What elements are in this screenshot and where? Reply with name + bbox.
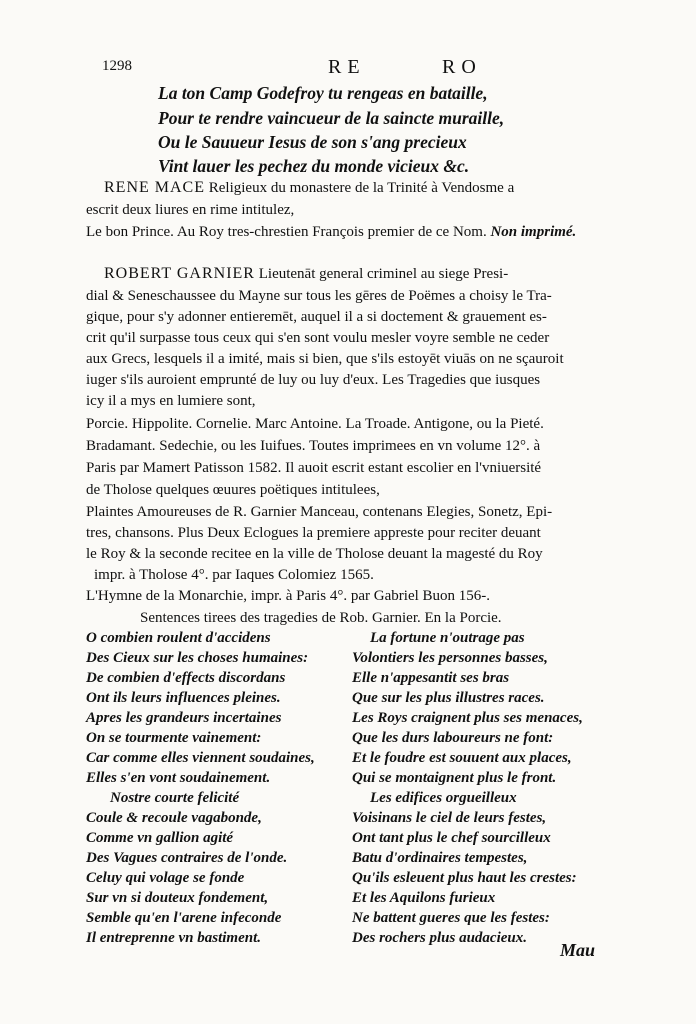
section-heading: Sentences tirees des tragedies de Rob. Garnier. En la Porcie. xyxy=(140,610,502,626)
verse-line: Celuy qui volage se fonde xyxy=(86,870,245,886)
entry-text: icy il a mys en lumiere sont, xyxy=(86,393,256,409)
verse-line: Nostre courte felicité xyxy=(110,790,240,806)
entry-text: crit qu'il surpasse tous ceux qui s'en sont voulu mesler voyre semble ne ceder xyxy=(86,330,550,346)
verse-line: Elles s'en vont soudainement. xyxy=(86,770,271,786)
entry-text: impr. à Tholose 4°. par Iaques Colomiez 1565. xyxy=(94,567,374,583)
verse-line: Voisinans le ciel de leurs festes, xyxy=(352,810,547,826)
verse-line: La fortune n'outrage pas xyxy=(370,630,525,646)
verse-line: Comme vn gallion agité xyxy=(86,830,234,846)
verse-line: Apres les grandeurs incertaines xyxy=(86,710,282,726)
verse-line: Elle n'appesantit ses bras xyxy=(352,670,510,686)
entry-text: tres, chansons. Plus Deux Eclogues la premiere appreste pour reciter deuant xyxy=(86,525,541,541)
entry-text: aux Grecs, lesquels il a imité, mais si bien, que s'ils estoyēt viuās on ne sçauroit xyxy=(86,351,564,367)
verse-line: La ton Camp Godefroy tu rengeas en bataille, xyxy=(158,83,488,103)
verse-line: De combien d'effects discordans xyxy=(86,670,286,686)
verse-line: O combien roulent d'accidens xyxy=(86,630,271,646)
verse-line: Pour te rendre vaincueur de la saincte muraille, xyxy=(158,108,505,128)
running-head-left: RE xyxy=(328,56,366,78)
entry-text: Paris par Mamert Patisson 1582. Il auoit escrit estant escolier en l'vniuersité xyxy=(86,460,542,476)
running-head-right: RO xyxy=(442,56,482,78)
verse-line: Batu d'ordinaires tempestes, xyxy=(352,850,528,866)
entry-text: Lieutenāt general criminel au siege Presi- xyxy=(258,266,509,282)
verse-line: Vint lauer les pechez du monde vicieux &c. xyxy=(158,156,470,176)
entry-text: Bradamant. Sedechie, ou les Iuifues. Toutes imprimees en vn volume 12°. à xyxy=(86,438,541,454)
entry-text: Religieux du monastere de la Trinité à Vendosme a xyxy=(208,180,515,196)
verse-line: Que les durs laboureurs ne font: xyxy=(352,730,554,746)
verse-line: Que sur les plus illustres races. xyxy=(352,690,545,706)
entry-first-line xyxy=(104,178,514,198)
entry-text: le Roy & la seconde recitee en la ville de Tholose deuant la magesté du Roy xyxy=(86,546,543,562)
entry-text: Plaintes Amoureuses de R. Garnier Manceau, contenans Elegies, Sonetz, Epi- xyxy=(86,504,553,520)
verse-line: Coule & recoule vagabonde, xyxy=(86,810,262,826)
author-name: RENE MACE xyxy=(104,179,205,196)
author-name: ROBERT GARNIER xyxy=(104,265,255,282)
entry-text: L'Hymne de la Monarchie, impr. à Paris 4°. par Gabriel Buon 156-. xyxy=(86,588,491,604)
verse-line: Qu'ils esleuent plus haut les crestes: xyxy=(352,870,577,886)
entry-text: de Tholose quelques œuures poëtiques intitulees, xyxy=(86,482,380,498)
verse-line: Il entreprenne vn bastiment. xyxy=(86,930,262,946)
verse-line: Semble qu'en l'arene infeconde xyxy=(86,910,282,926)
verse-line: Et le foudre est souuent aux places, xyxy=(352,750,572,766)
page-header xyxy=(60,56,660,80)
catchword: Mau xyxy=(560,940,596,960)
entry-text: escrit deux liures en rime intitulez, xyxy=(86,202,295,218)
verse-line: Ont tant plus le chef sourcilleux xyxy=(352,830,551,846)
verse-line: On se tourmente vainement: xyxy=(86,730,262,746)
verse-line: Des Vagues contraires de l'onde. xyxy=(86,850,288,866)
verse-line: Ont ils leurs influences pleines. xyxy=(86,690,281,706)
verse-line: Ou le Sauueur Iesus de son s'ang precieux xyxy=(158,132,467,152)
entry-text: iuger s'ils auroient emprunté de luy ou luy d'eux. Les Tragedies que iusques xyxy=(86,372,541,388)
verse-line: Et les Aquilons furieux xyxy=(352,890,496,906)
entry-text: Porcie. Hippolite. Cornelie. Marc Antoine. La Troade. Antigone, ou la Pieté. xyxy=(86,416,544,432)
entry-title-line xyxy=(86,222,576,242)
verse-line: Des Cieux sur les choses humaines: xyxy=(86,650,309,666)
verse-line: Les Roys craignent plus ses menaces, xyxy=(352,710,583,726)
entry-text: dial & Seneschaussee du Mayne sur tous les gēres de Poëmes a choisy le Tra- xyxy=(86,288,552,304)
entry-first-line xyxy=(104,264,508,284)
verse-line: Ne battent gueres que les festes: xyxy=(352,910,550,926)
verse-line: Sur vn si douteux fondement, xyxy=(86,890,269,906)
verse-line: Volontiers les personnes basses, xyxy=(352,650,548,666)
entry-text: gique, pour s'y adonner entieremēt, auquel il a si doctement & grauement es- xyxy=(86,309,547,325)
verse-line: Des rochers plus audacieux. xyxy=(352,930,528,946)
verse-line: Car comme elles viennent soudaines, xyxy=(86,750,315,766)
verse-line: Qui se montaignent plus le front. xyxy=(352,770,557,786)
work-title: Le bon Prince. Au Roy tres-chrestien François premier de ce Nom. xyxy=(86,224,487,240)
work-note: Non imprimé. xyxy=(490,224,577,240)
page-number: 1298 xyxy=(102,58,132,74)
verse-line: Les edifices orgueilleux xyxy=(370,790,517,806)
